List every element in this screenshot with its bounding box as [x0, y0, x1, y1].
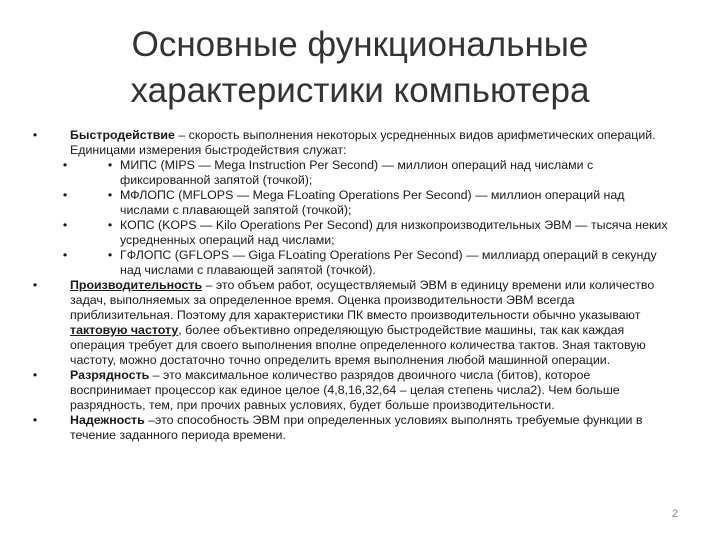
title-line-2: характеристики компьютера — [130, 71, 590, 110]
unit-mips-text: МИПС (MIPS — Mega Instruction Per Second) — миллион операций над числами с фиксированной запятой (точкой); — [120, 158, 594, 187]
bitness-text: – это максимальное количество разрядов двоичного числа (битов), которое воспринимает процессор как единое целое (4,8,16,32,64 – целая степень числа2). Чем больше разрядность, тем, при прочих равных условиях, будет больше производительности. — [70, 368, 620, 412]
term-reliability: Надежность — [70, 413, 145, 427]
list-item-productivity — [30, 278, 670, 368]
slide-content — [30, 128, 670, 443]
term-bitness: Разрядность — [70, 368, 150, 382]
title-line-1: Основные функциональные — [131, 25, 589, 64]
reliability-text: –это способность ЭВМ при определенных условиях выполнять требуемые функции в течение заданного периода времени. — [70, 413, 643, 442]
sub-item-kops — [30, 218, 670, 248]
list-item-speed — [30, 128, 670, 158]
highlight-clock-frequency: тактовую частоту — [70, 323, 179, 337]
dot-icon: • — [107, 218, 113, 232]
productivity-text-2: , более объективно определяющую быстродействие машины, так как каждая операция требует для своего выполнения вполне определенного количества тактов. Зная тактовую частоту, можно достаточно точно определить время выполнения любой машинной операции. — [70, 323, 646, 367]
dot-icon: • — [107, 248, 113, 262]
bullet-icon: • — [32, 278, 38, 292]
bullet-icon: • — [32, 368, 38, 382]
sub-item-gflops — [30, 248, 670, 278]
sub-item-mflops — [30, 188, 670, 218]
productivity-text-1: – это объем работ, осуществляемый ЭВМ в единицу времени или количество задач, выполняемых за определенное время. Оценка производительности ЭВМ всегда приблизительная. Поэтому для характеристики ПК вместо производительности обычно указывают — [70, 278, 655, 322]
unit-mflops-text: МФЛОПС (MFLOPS — Mega FLoating Operations Per Second) — миллион операций над числами с плавающей запятой (точкой); — [120, 188, 625, 217]
page-number: 2 — [671, 508, 678, 520]
speed-text: – скорость выполнения некоторых усредненных видов арифметических операций. Единицами измерения быстродействия служат: — [70, 128, 656, 157]
sub-item-mips — [30, 158, 670, 188]
term-speed: Быстродействие — [70, 128, 175, 142]
list-item-reliability — [30, 413, 670, 443]
bullet-icon: • — [62, 248, 68, 262]
bullet-icon: • — [62, 188, 68, 202]
list-item-bitness — [30, 368, 670, 413]
unit-kops-text: КОПС (KOPS — Kilo Operations Per Second) для низкопроизводительных ЭВМ — тысяча неких усредненных операций над числами; — [120, 218, 668, 247]
bullet-icon: • — [32, 128, 38, 142]
bullet-icon: • — [62, 158, 68, 172]
dot-icon: • — [107, 158, 113, 172]
bullet-icon: • — [32, 413, 38, 427]
unit-gflops-text: ГФЛОПС (GFLOPS — Giga FLoating Operations Per Second) — миллиард операций в секунду над числами с плавающей запятой (точкой). — [120, 248, 657, 277]
term-productivity: Производительность — [70, 278, 203, 292]
slide-title — [60, 22, 660, 114]
dot-icon: • — [107, 188, 113, 202]
bullet-icon: • — [62, 218, 68, 232]
